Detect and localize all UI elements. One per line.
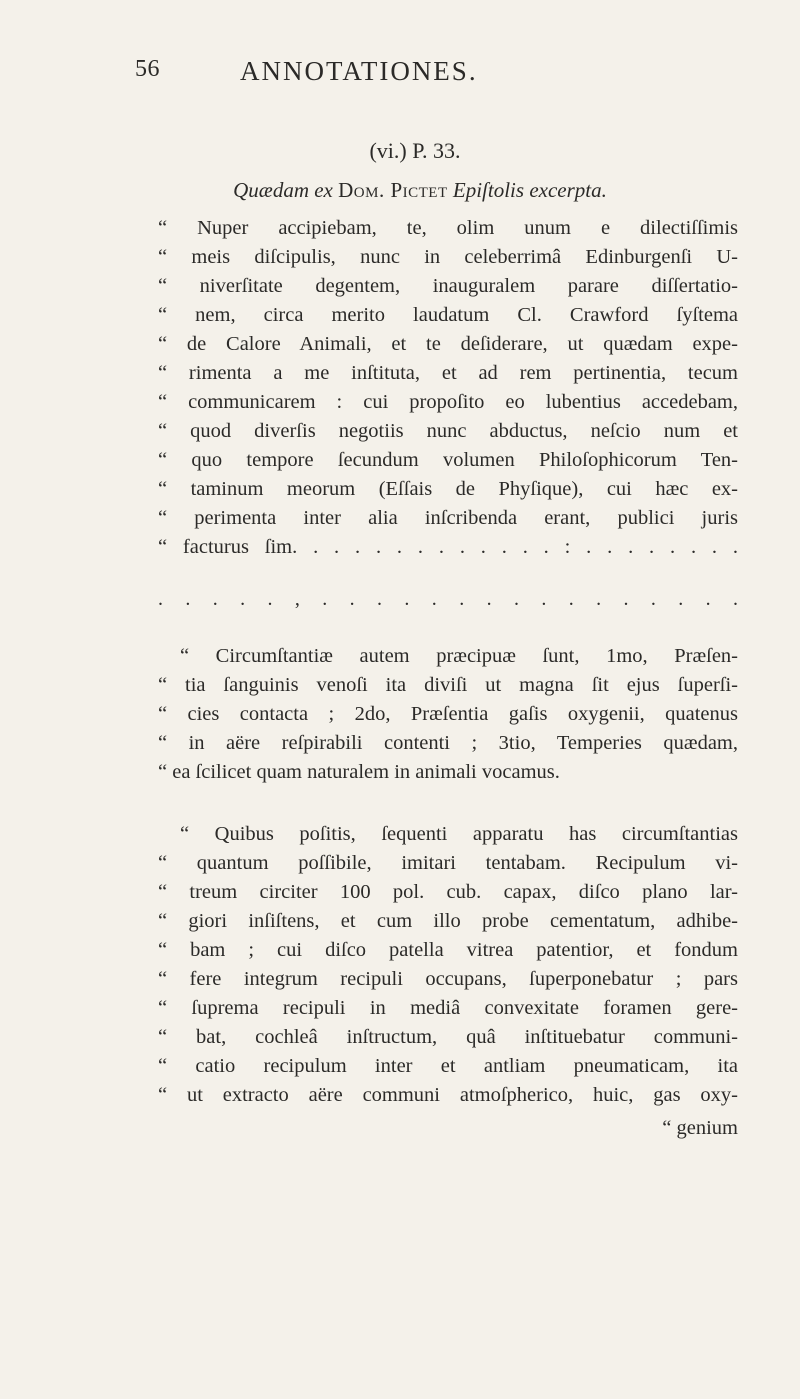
text-line: “ tia ſanguinis venoſi ita diviſi ut magna ſit ejus ſuperſi- [158,674,738,696]
catchword: “ genium [662,1117,738,1139]
page-number: 56 [135,56,160,82]
text-line: “ nem, circa merito laudatum Cl. Crawford ſyſtema [158,304,738,326]
text-line: “ bat, cochleâ inſtructum, quâ inſtituebatur communi- [158,1026,738,1048]
text-line: “ Nuper accipiebam, te, olim unum e dilectiſſimis [158,217,738,239]
section-number: (vi.) P. 33. [369,138,461,163]
text-line: “ de Calore Animali, et te deſiderare, ut quædam expe- [158,333,738,355]
text-line: “ cies contacta ; 2do, Præſentia gaſis oxygenii, quatenus [158,703,738,725]
text-line: “ bam ; cui diſco patella vitrea patentior, et fondum [158,939,738,961]
text-line: “ rimenta a me inſtituta, et ad rem pertinentia, tecum [158,362,738,384]
text-line: “ facturus ſim. . . . . . . . . . . . . : . . . . . . . . [158,536,738,558]
subtitle-part-c: Epiſtolis excerpta. [452,178,607,202]
text-line: “ catio recipulum inter et antliam pneumaticam, ita [158,1055,738,1077]
running-head: ANNOTATIONES. [240,56,478,86]
text-line: “ ea ſcilicet quam naturalem in animali vocamus. [158,761,560,783]
text-line: “ quod diverſis negotiis nunc abductus, neſcio num et [158,420,738,442]
text-line: “ perimenta inter alia inſcribenda erant, publici juris [158,507,738,529]
subtitle-part-a: Quædam ex [233,178,333,202]
text-line: “ quantum poſſibile, imitari tentabam. Recipulum vi- [158,852,738,874]
text-line: “ communicarem : cui propoſito eo lubentius accedebam, [158,391,738,413]
text-line: “ in aëre reſpirabili contenti ; 3tio, Temperies quædam, [158,732,738,754]
text-line: “ ſuprema recipuli in mediâ convexitate foramen gere- [158,997,738,1019]
subtitle-part-b: Dom. Pictet [338,178,448,202]
text-line: “ treum circiter 100 pol. cub. capax, diſco plano lar- [158,881,738,903]
text-line: “ giori inſiſtens, et cum illo probe cementatum, adhibe- [158,910,738,932]
text-line: “ Circumſtantiæ autem præcipuæ ſunt, 1mo, Præſen- [180,645,738,667]
text-line: “ Quibus poſitis, ſequenti apparatu has circumſtantias [180,823,738,845]
text-line: “ meis diſcipulis, nunc in celeberrimâ Edinburgenſi U- [158,246,738,268]
text-line: “ ut extracto aëre communi atmoſpherico, huic, gas oxy- [158,1084,738,1106]
text-line: “ niverſitate degentem, inauguralem parare diſſertatio- [158,275,738,297]
text-line: “ fere integrum recipuli occupans, ſuperponebatur ; pars [158,968,738,990]
text-line: “ taminum meorum (Eſſais de Phyſique), cui hæc ex- [158,478,738,500]
dot-row: . . . . . , . . . . . . . . . . . . . . . . [158,588,738,610]
text-line: “ quo tempore ſecundum volumen Philoſophicorum Ten- [158,449,738,471]
section-subtitle [0,178,800,203]
